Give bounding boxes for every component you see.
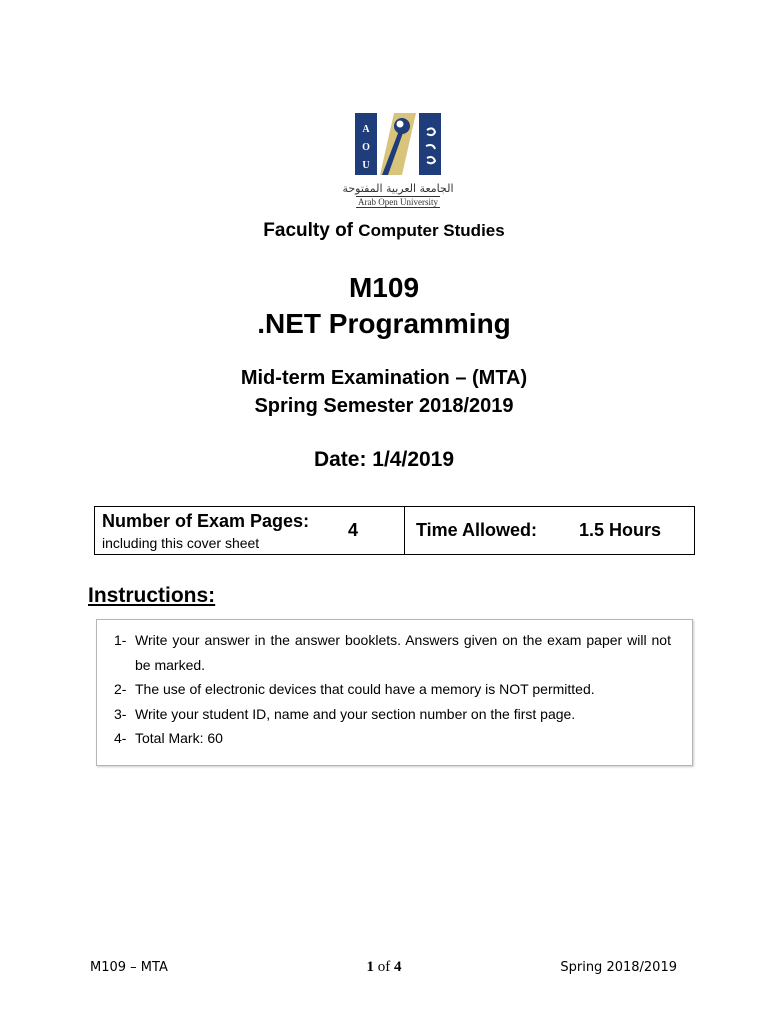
exam-date: Date: 1/4/2019 — [313, 448, 455, 471]
time-label: Time Allowed: — [416, 520, 538, 540]
svg-text:U: U — [362, 160, 370, 171]
faculty-prefix: Faculty of — [263, 220, 354, 241]
faculty-line — [0, 220, 768, 242]
semester: Spring Semester 2018/2019 — [254, 395, 514, 417]
pages-label: Number of Exam Pages: — [102, 511, 310, 531]
svg-text:O: O — [362, 142, 370, 153]
footer-semester: Spring 2018/2019 — [560, 960, 677, 975]
instructions-box: 1- Write your answer in the answer booklets. Answers given on the exam paper will not be marked. 2- The use of electronic devices that could have a memory is NOT permitted. 3- Write your student ID, name and your section number on the first page. 4- Total Mark: 60 — [96, 619, 693, 766]
pages-value: 4 — [348, 520, 359, 540]
exam-info-table — [94, 506, 695, 555]
svg-text:A: A — [362, 124, 370, 135]
footer-course: M109 – MTA — [90, 960, 168, 975]
time-cell — [405, 507, 694, 554]
pages-subtext: including this cover sheet — [102, 535, 260, 551]
instructions-title: Instructions: — [88, 584, 216, 607]
time-value: 1.5 Hours — [579, 520, 662, 540]
exam-type: Mid-term Examination – (MTA) — [240, 367, 528, 389]
logo-english-name: Arab Open University — [358, 197, 438, 207]
course-code: M109 — [348, 272, 420, 303]
footer-page-number: 1 of 4 — [366, 959, 402, 975]
faculty-name: Computer Studies — [358, 221, 505, 240]
pages-cell — [95, 507, 405, 554]
course-name: .NET Programming — [257, 308, 511, 339]
logo-arabic-name: الجامعة العربية المفتوحة — [342, 182, 454, 195]
